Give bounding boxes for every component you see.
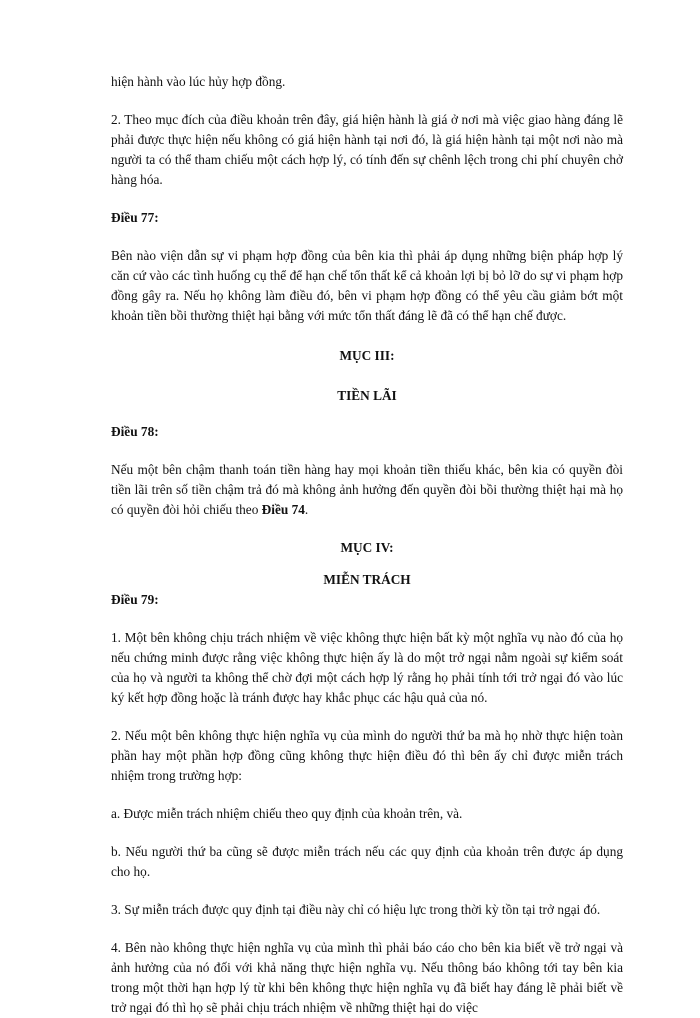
- section-iii-label: MỤC III:: [339, 348, 395, 363]
- paragraph-79-3: 3. Sự miễn trách được quy định tại điều này chỉ có hiệu lực trong thời kỳ tồn tại trở ngại đó.: [111, 902, 601, 917]
- section-iii-title: TIỀN LÃI: [337, 388, 397, 403]
- article-74-reference: Điều 74: [261, 502, 305, 517]
- paragraph-79-1: 1. Một bên không chịu trách nhiệm về việc không thực hiện bất kỳ một nghĩa vụ nào đó của họ nếu chứng minh được rằng việc không thực hiện ấy là do một trở ngại nằm ngoài sự kiểm soát của họ và người ta không thể chờ đợi một cách hợp lý rằng họ phải tính tới trở ngại đó vào lúc ký kết hợp đồng hoặc là tránh được hay khắc phục các hậu quả của nó.: [111, 630, 623, 705]
- document-body: [111, 72, 623, 1018]
- paragraph-continuation: hiện hành vào lúc hủy hợp đồng.: [111, 74, 286, 89]
- article-77-heading: Điều 77:: [111, 210, 159, 225]
- article-78-heading: Điều 78:: [111, 424, 159, 439]
- paragraph-77: Bên nào viện dẫn sự vi phạm hợp đồng của bên kia thì phải áp dụng những biện pháp hợp lý căn cứ vào các tình huống cụ thể để hạn chế tổn thất kể cả khoản lợi bị bỏ lỡ do sự vi phạm hợp đồng gây ra. Nếu họ không làm điều đó, bên vi phạm hợp đồng có thể yêu cầu giảm bớt một khoản tiền bồi thường thiệt hại bằng với mức tổn thất đáng lẽ đã có thể hạn chế được.: [111, 248, 623, 323]
- paragraph-79-2b: b. Nếu người thứ ba cũng sẽ được miễn trách nếu các quy định của khoản trên được áp dụng cho họ.: [111, 844, 623, 879]
- paragraph-76-2: 2. Theo mục đích của điều khoản trên đây, giá hiện hành là giá ở nơi mà việc giao hàng đáng lẽ phải được thực hiện nếu không có giá hiện hành tại nơi đó, là giá hiện hành tại một nơi nào mà người ta có thể tham chiếu một cách hợp lý, có tính đến sự chênh lệch trong chi phí chuyên chở hàng hóa.: [111, 112, 623, 187]
- paragraph-79-2: 2. Nếu một bên không thực hiện nghĩa vụ của mình do người thứ ba mà họ nhờ thực hiện toàn phần hay một phần hợp đồng cũng không thực hiện điều đó thì bên ấy chỉ được miễn trách nhiệm trong trường hợp:: [111, 728, 623, 783]
- section-iv-label: MỤC IV:: [340, 540, 394, 555]
- paragraph-78-text: Nếu một bên chậm thanh toán tiền hàng hay mọi khoản tiền thiếu khác, bên kia có quyền đòi tiền lãi trên số tiền chậm trả đó mà không ảnh hưởng đến quyền đòi bồi thường thiệt hại mà họ có quyền đòi hỏi chiếu theo: [111, 462, 623, 517]
- paragraph-79-4: 4. Bên nào không thực hiện nghĩa vụ của mình thì phải báo cáo cho bên kia biết về trở ngại và ảnh hưởng của nó đối với khả năng thực hiện nghĩa vụ. Nếu thông báo không tới tay bên kia trong một thời hạn hợp lý từ khi bên không thực hiện nghĩa vụ đã biết hay đáng lẽ phải biết về trở ngại đó thì họ sẽ phải chịu trách nhiệm về những thiệt hại do việc: [111, 940, 623, 1015]
- section-iv-title: MIỄN TRÁCH: [323, 572, 411, 587]
- paragraph-78-end: .: [304, 502, 309, 517]
- paragraph-78: [111, 460, 623, 520]
- paragraph-79-2a: a. Được miễn trách nhiệm chiếu theo quy định của khoản trên, và.: [111, 806, 463, 821]
- article-79-heading: Điều 79:: [111, 592, 159, 607]
